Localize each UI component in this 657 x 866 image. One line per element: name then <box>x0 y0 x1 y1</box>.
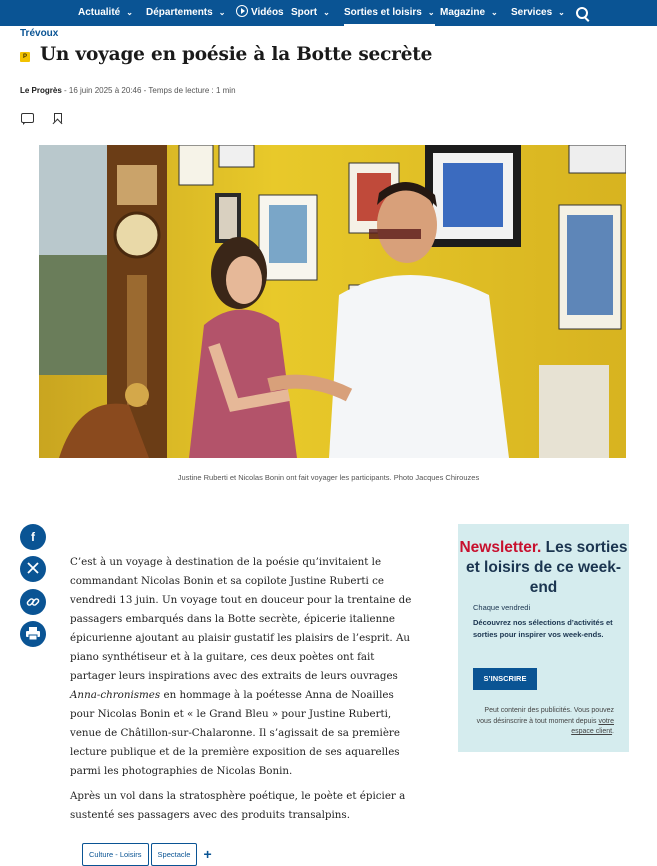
article-paragraph: Après un vol dans la stratosphère poétique, le poète et épicier a sustenté ses passagers avec des produits transalpins. <box>70 790 406 821</box>
facebook-share-button[interactable] <box>20 524 46 550</box>
link-icon <box>26 595 40 609</box>
nav-item-sport[interactable]: Sport ⌄ <box>291 0 330 26</box>
nav-item-departements[interactable]: Départements ⌄ <box>146 0 225 26</box>
chevron-down-icon: ⌄ <box>558 8 565 17</box>
nav-item-magazine[interactable]: Magazine ⌄ <box>440 0 498 26</box>
newsletter-frequency: Chaque vendredi <box>473 603 531 612</box>
page-title: Un voyage en poésie à la Botte secrète <box>40 44 433 65</box>
article-body <box>70 553 415 831</box>
article-photo <box>39 145 626 458</box>
comment-icon[interactable] <box>21 113 34 123</box>
byline <box>20 86 236 95</box>
x-share-button[interactable] <box>20 556 46 582</box>
add-tag-button[interactable]: + <box>203 846 212 862</box>
chevron-down-icon: ⌄ <box>491 8 498 17</box>
search-icon[interactable] <box>576 7 588 19</box>
play-icon <box>236 5 248 17</box>
nav-item-actualite[interactable]: Actualité ⌄ <box>78 0 133 26</box>
chevron-down-icon: ⌄ <box>427 8 435 17</box>
top-nav <box>0 0 657 26</box>
bookmark-icon[interactable] <box>54 113 62 124</box>
customer-area-link[interactable]: votre espace client <box>571 717 614 735</box>
newsletter-footer: Peut contenir des publicités. Vous pouvez vous désinscrire à tout moment depuis votre espace client. <box>476 707 614 735</box>
chevron-down-icon: ⌄ <box>323 8 330 17</box>
print-button[interactable] <box>20 621 46 647</box>
article-meta: - 16 juin 2025 à 20:46 - Temps de lecture : 1 min <box>61 86 236 95</box>
article-kicker[interactable]: Trévoux <box>20 28 59 39</box>
photo-caption: Justine Ruberti et Nicolas Bonin ont fait voyager les participants. Photo Jacques Chirouzes <box>177 473 480 482</box>
article-paragraph: C’est à un voyage à destination de la poésie qu’invitaient le commandant Nicolas Bonin et sa copilote Justine Ruberti ce vendredi 13 juin. Un voyage tout en douceur pour la trentaine de passagers embarqués dans la Botte secrète, épicerie italienne épicurienne ajoutant au plaisir gustatif les plaisirs de l’esprit. Au piano synthétiseur et à la guitare, ces deux poètes ont fait partager leurs inspirations avec des extraits de leurs ouvrages Anna-chronismes en hommage à la poétesse Anna de Noailles pour Nicolas Bonin et « le Grand Bleu » pour Justine Ruberti, venue de Châtillon-sur-Chalaronne. Il s’agissait de sa première lecture publique et de la première exposition de ses aquarelles parmi les photographies de Nicolas Bonin. <box>70 556 412 777</box>
x-icon <box>27 562 39 574</box>
photo-illustration <box>39 145 626 458</box>
newsletter-box <box>458 524 629 752</box>
facebook-icon: f <box>31 530 35 544</box>
premium-badge: P <box>20 52 30 62</box>
nav-item-videos[interactable]: Vidéos <box>236 0 284 26</box>
tag-spectacle[interactable]: Spectacle <box>151 843 198 866</box>
tag-culture-loisirs[interactable]: Culture - Loisirs <box>82 843 149 866</box>
copy-link-button[interactable] <box>20 589 46 615</box>
newsletter-title: Newsletter. Les sorties et loisirs de ce week-end <box>459 539 628 596</box>
source-name: Le Progrès <box>20 86 62 95</box>
tag-list <box>82 843 212 866</box>
nav-item-services[interactable]: Services ⌄ <box>511 0 565 26</box>
chevron-down-icon: ⌄ <box>126 8 133 17</box>
nav-item-sorties-loisirs[interactable]: Sorties et loisirs ⌄ <box>344 0 435 26</box>
subscribe-button[interactable]: S’INSCRIRE <box>473 668 537 690</box>
print-icon <box>26 627 40 640</box>
chevron-down-icon: ⌄ <box>218 8 226 17</box>
newsletter-description: Découvrez nos sélections d’activités et sorties pour inspirer vos week-ends. <box>473 618 613 639</box>
